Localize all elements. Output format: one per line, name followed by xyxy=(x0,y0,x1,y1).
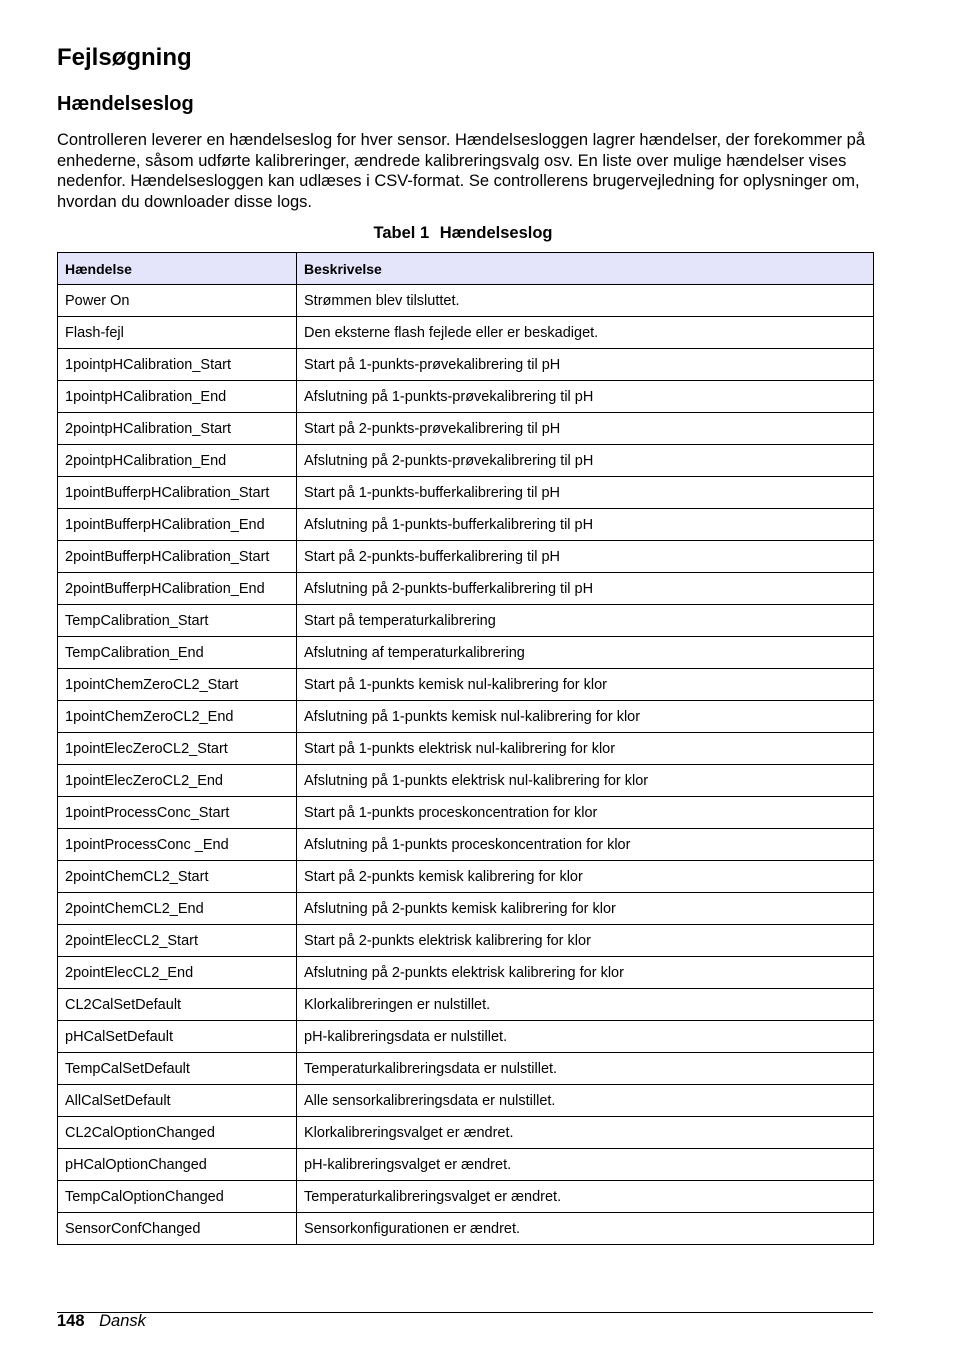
event-name-cell: AllCalSetDefault xyxy=(58,1085,297,1117)
table-row xyxy=(58,317,874,349)
table-row xyxy=(58,381,874,413)
event-description-cell: pH-kalibreringsdata er nulstillet. xyxy=(297,1021,874,1053)
event-name-cell: pHCalOptionChanged xyxy=(58,1149,297,1181)
event-description-cell: Afslutning på 2-punkts kemisk kalibrering for klor xyxy=(297,893,874,925)
event-description-cell: Afslutning på 2-punkts-bufferkalibrering til pH xyxy=(297,573,874,605)
table-row xyxy=(58,797,874,829)
section-heading: Hændelseslog xyxy=(57,93,194,115)
table-row xyxy=(58,701,874,733)
event-name-cell: 1pointProcessConc _End xyxy=(58,829,297,861)
event-name-cell: pHCalSetDefault xyxy=(58,1021,297,1053)
table-row xyxy=(58,445,874,477)
table-row xyxy=(58,861,874,893)
page-footer xyxy=(57,1312,146,1331)
event-name-cell: TempCalibration_Start xyxy=(58,605,297,637)
table-row xyxy=(58,1117,874,1149)
event-name-cell: TempCalSetDefault xyxy=(58,1053,297,1085)
table-row xyxy=(58,989,874,1021)
event-name-cell: 1pointElecZeroCL2_Start xyxy=(58,733,297,765)
column-header-description: Beskrivelse xyxy=(297,253,874,285)
event-name-cell: CL2CalSetDefault xyxy=(58,989,297,1021)
table-row xyxy=(58,605,874,637)
table-caption xyxy=(0,224,926,243)
event-name-cell: TempCalibration_End xyxy=(58,637,297,669)
table-row xyxy=(58,1021,874,1053)
event-name-cell: 2pointBufferpHCalibration_Start xyxy=(58,541,297,573)
event-description-cell: Afslutning på 2-punkts elektrisk kalibrering for klor xyxy=(297,957,874,989)
page-number: 148 xyxy=(57,1312,85,1330)
event-description-cell: Temperaturkalibreringsdata er nulstillet. xyxy=(297,1053,874,1085)
event-description-cell: Strømmen blev tilsluttet. xyxy=(297,285,874,317)
event-description-cell: Start på 1-punkts-bufferkalibrering til pH xyxy=(297,477,874,509)
table-caption-title: Hændelseslog xyxy=(439,224,553,242)
column-header-event: Hændelse xyxy=(58,253,297,285)
table-row xyxy=(58,733,874,765)
event-name-cell: 2pointElecCL2_End xyxy=(58,957,297,989)
event-description-cell: Afslutning på 2-punkts-prøvekalibrering til pH xyxy=(297,445,874,477)
footer-language: Dansk xyxy=(99,1312,146,1330)
table-row xyxy=(58,829,874,861)
table-row xyxy=(58,957,874,989)
table-row xyxy=(58,541,874,573)
event-description-cell: Afslutning på 1-punkts-bufferkalibrering til pH xyxy=(297,509,874,541)
event-description-cell: Afslutning af temperaturkalibrering xyxy=(297,637,874,669)
table-row xyxy=(58,893,874,925)
table-row xyxy=(58,573,874,605)
table-row xyxy=(58,669,874,701)
event-description-cell: Start på 2-punkts elektrisk kalibrering for klor xyxy=(297,925,874,957)
table-caption-number: Tabel 1 xyxy=(373,224,430,242)
event-name-cell: 2pointChemCL2_End xyxy=(58,893,297,925)
table-row xyxy=(58,1213,874,1245)
event-name-cell: 1pointpHCalibration_Start xyxy=(58,349,297,381)
event-description-cell: Klorkalibreringsvalget er ændret. xyxy=(297,1117,874,1149)
event-name-cell: Flash-fejl xyxy=(58,317,297,349)
table-row xyxy=(58,637,874,669)
event-log-table xyxy=(57,252,874,1245)
event-name-cell: TempCalOptionChanged xyxy=(58,1181,297,1213)
event-name-cell: CL2CalOptionChanged xyxy=(58,1117,297,1149)
event-description-cell: Temperaturkalibreringsvalget er ændret. xyxy=(297,1181,874,1213)
event-description-cell: Start på 2-punkts kemisk kalibrering for klor xyxy=(297,861,874,893)
event-name-cell: 1pointChemZeroCL2_Start xyxy=(58,669,297,701)
table-row xyxy=(58,1053,874,1085)
event-description-cell: Start på 1-punkts kemisk nul-kalibrering for klor xyxy=(297,669,874,701)
event-description-cell: Alle sensorkalibreringsdata er nulstillet. xyxy=(297,1085,874,1117)
event-name-cell: 2pointElecCL2_Start xyxy=(58,925,297,957)
table-row xyxy=(58,1085,874,1117)
table-body xyxy=(58,285,874,1245)
event-name-cell: 2pointpHCalibration_End xyxy=(58,445,297,477)
table-row xyxy=(58,1181,874,1213)
event-name-cell: 2pointChemCL2_Start xyxy=(58,861,297,893)
table-row xyxy=(58,1149,874,1181)
intro-paragraph: Controlleren leverer en hændelseslog for hver sensor. Hændelsesloggen lagrer hændelser, der forekommer på enhederne, såsom udførte kalibreringer, ændrede kalibreringsvalg osv. En liste over mulige hændelser vises nedenfor. Hændelsesloggen kan udlæses i CSV-format. Se controllerens brugervejledning for oplysninger om, hvordan du downloader disse logs. xyxy=(57,131,866,211)
event-name-cell: 2pointpHCalibration_Start xyxy=(58,413,297,445)
event-name-cell: 1pointpHCalibration_End xyxy=(58,381,297,413)
event-name-cell: Power On xyxy=(58,285,297,317)
event-description-cell: Start på 2-punkts-bufferkalibrering til pH xyxy=(297,541,874,573)
event-name-cell: 2pointBufferpHCalibration_End xyxy=(58,573,297,605)
event-description-cell: Afslutning på 1-punkts proceskoncentration for klor xyxy=(297,829,874,861)
event-description-cell: Sensorkonfigurationen er ændret. xyxy=(297,1213,874,1245)
table-row xyxy=(58,765,874,797)
page-title: Fejlsøgning xyxy=(57,44,192,71)
table-header-row xyxy=(58,253,874,285)
event-description-cell: Klorkalibreringen er nulstillet. xyxy=(297,989,874,1021)
event-description-cell: Start på 1-punkts proceskoncentration for klor xyxy=(297,797,874,829)
table-row xyxy=(58,925,874,957)
table-row xyxy=(58,509,874,541)
event-name-cell: 1pointElecZeroCL2_End xyxy=(58,765,297,797)
event-description-cell: Start på 1-punkts-prøvekalibrering til pH xyxy=(297,349,874,381)
event-name-cell: 1pointBufferpHCalibration_Start xyxy=(58,477,297,509)
event-description-cell: Afslutning på 1-punkts elektrisk nul-kalibrering for klor xyxy=(297,765,874,797)
table-row xyxy=(58,285,874,317)
event-description-cell: Den eksterne flash fejlede eller er beskadiget. xyxy=(297,317,874,349)
event-name-cell: 1pointChemZeroCL2_End xyxy=(58,701,297,733)
event-description-cell: Afslutning på 1-punkts-prøvekalibrering til pH xyxy=(297,381,874,413)
table-row xyxy=(58,349,874,381)
table-row xyxy=(58,477,874,509)
event-description-cell: pH-kalibreringsvalget er ændret. xyxy=(297,1149,874,1181)
event-description-cell: Afslutning på 1-punkts kemisk nul-kalibrering for klor xyxy=(297,701,874,733)
footer-divider xyxy=(57,1312,873,1313)
event-name-cell: 1pointBufferpHCalibration_End xyxy=(58,509,297,541)
event-description-cell: Start på temperaturkalibrering xyxy=(297,605,874,637)
table-row xyxy=(58,413,874,445)
event-description-cell: Start på 2-punkts-prøvekalibrering til pH xyxy=(297,413,874,445)
event-description-cell: Start på 1-punkts elektrisk nul-kalibrering for klor xyxy=(297,733,874,765)
event-name-cell: 1pointProcessConc_Start xyxy=(58,797,297,829)
event-name-cell: SensorConfChanged xyxy=(58,1213,297,1245)
